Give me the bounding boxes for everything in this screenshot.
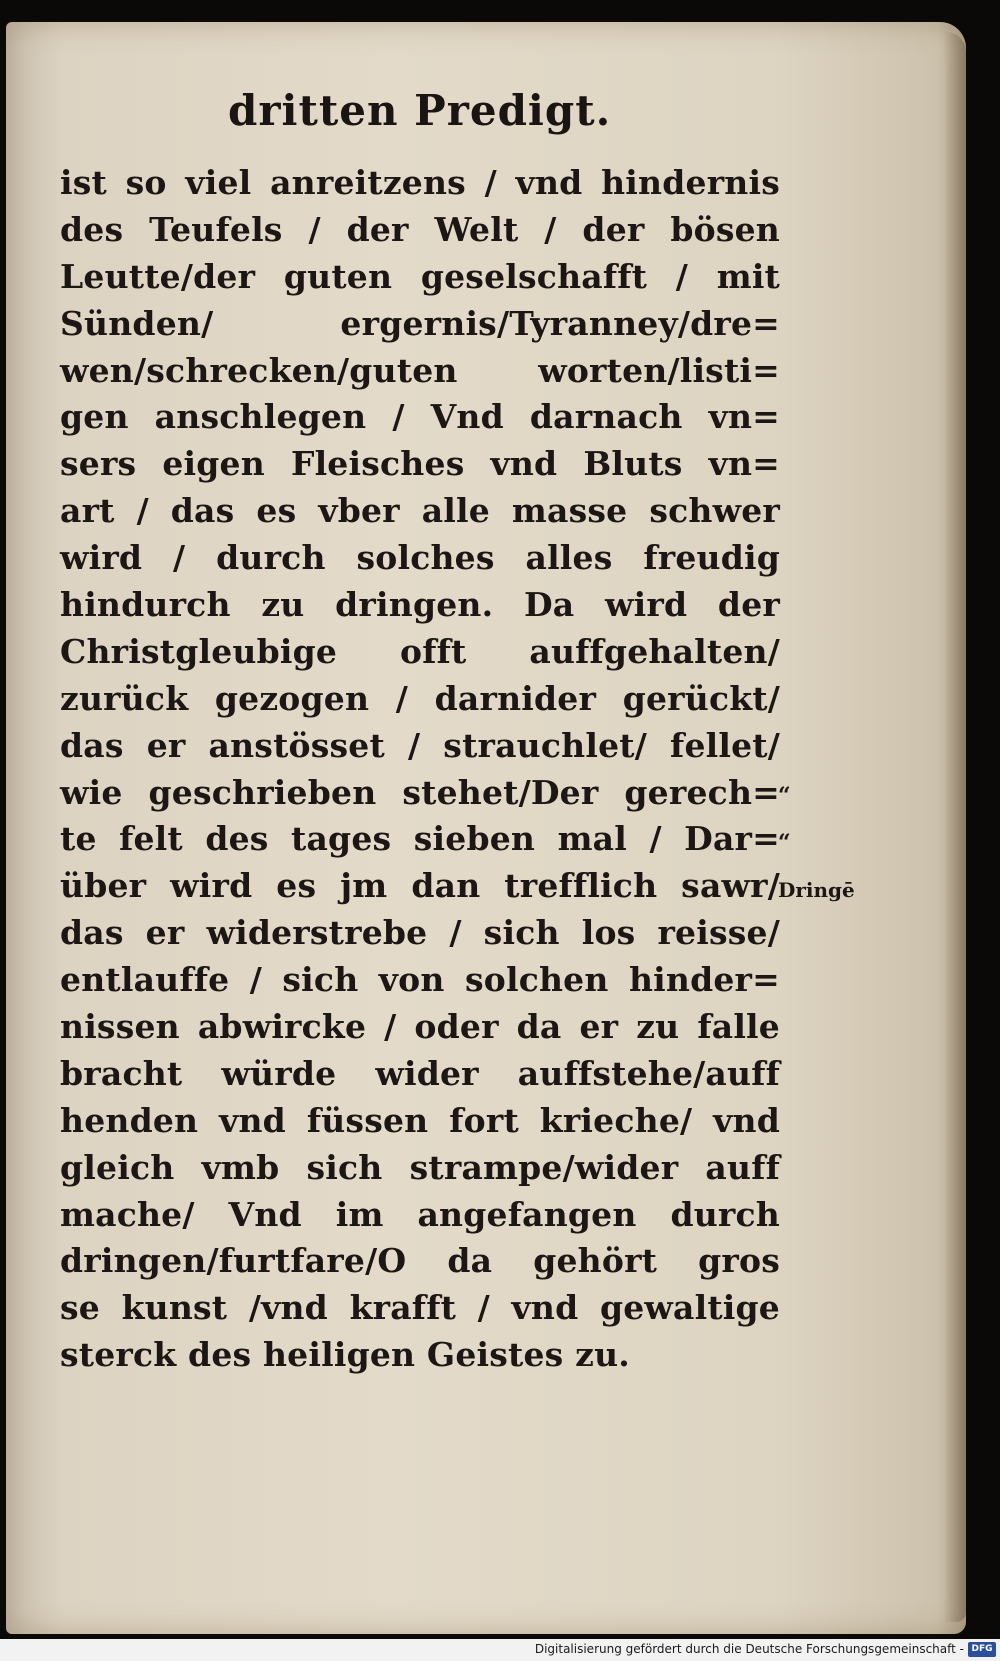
quotation-mark: “ (778, 783, 791, 809)
text-block (60, 160, 780, 1379)
text-line: dringen/furtfare/O da gehört gros (60, 1241, 780, 1281)
footer-bar (0, 1639, 1000, 1661)
text-line: zurück gezogen / darnider gerückt/ (60, 678, 780, 718)
text-line: das er anstösset / strauchlet/ fellet/ (60, 725, 780, 765)
text-line: nissen abwircke / oder da er zu falle (60, 1007, 780, 1047)
text-line: sterck des heiligen Geistes zu. (60, 1335, 630, 1375)
dfg-logo: DFG (968, 1642, 996, 1657)
text-line: Leutte/der guten geselschafft / mit (60, 256, 780, 296)
running-head: dritten Predigt. (228, 86, 612, 135)
text-line: ist so viel anreitzens / vnd hindernis (60, 163, 780, 202)
text-line: des Teufels / der Welt / der bösen (60, 209, 780, 249)
text-line: Christgleubige offt auffgehalten/ (60, 631, 780, 671)
text-line: art / das es vber alle masse schwer (60, 491, 780, 531)
text-line: hindurch zu dringen. Da wird der (60, 585, 780, 625)
text-line: wen/schrecken/guten worten/listi= (60, 350, 780, 390)
text-line: über wird es jm dan trefflich sawr/ (60, 866, 780, 906)
text-line: das er widerstrebe / sich los reisse/ (60, 913, 780, 953)
funding-credit: Digitalisierung gefördert durch die Deutsche Forschungsgemeinschaft - (534, 1642, 964, 1656)
margin-note: Dringē (778, 877, 855, 902)
text-line: wird / durch solches alles freudig (60, 538, 780, 578)
text-line: entlauffe / sich von solchen hinder= (60, 960, 780, 1000)
text-line: se kunst /vnd krafft / vnd gewaltige (60, 1288, 780, 1328)
text-line: sers eigen Fleisches vnd Bluts vn= (60, 444, 780, 484)
text-line: Sünden/ ergernis/Tyranney/dre= (60, 303, 780, 343)
text-line: wie geschrieben stehet/Der gerech= (60, 772, 780, 812)
text-line: henden vnd füssen fort krieche/ vnd (60, 1100, 780, 1140)
text-line: mache/ Vnd im angefangen durch (60, 1194, 780, 1234)
page-edge-shadow (944, 32, 966, 1622)
marginalia (778, 773, 855, 914)
quotation-mark: “ (778, 829, 791, 856)
text-line: te felt des tages sieben mal / Dar= (60, 819, 780, 859)
text-line: gleich vmb sich strampe/wider auff (60, 1147, 780, 1187)
text-line: bracht würde wider auffstehe/auff (60, 1053, 780, 1093)
text-line: gen anschlegen / Vnd darnach vn= (60, 397, 780, 437)
